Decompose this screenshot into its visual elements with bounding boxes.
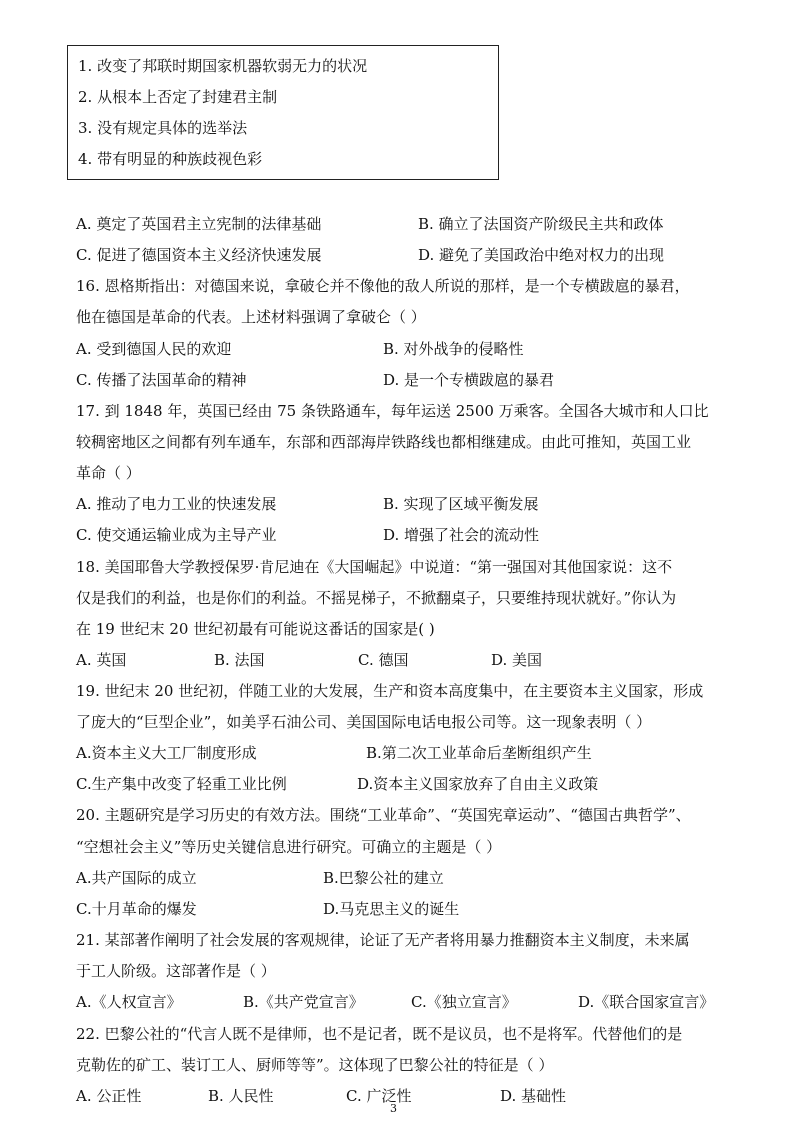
q18-stem-line-2: 仅是我们的利益，也是你们的利益。不摇晃梯子，不掀翻桌子，只要维持现状就好。”你认为	[76, 589, 677, 607]
q15-option-b: B. 确立了法国资产阶级民主共和政体	[418, 215, 664, 233]
statement-1: 1. 改变了邦联时期国家机器软弱无力的状况	[78, 57, 368, 75]
q21-option-d: D.《联合国家宣言》	[578, 993, 715, 1011]
q16-stem-line-1: 16. 恩格斯指出：对德国来说，拿破仑并不像他的敌人所说的那样，是一个专横跋扈的暴君，	[76, 277, 690, 295]
q17-option-b: B. 实现了区域平衡发展	[383, 495, 539, 513]
q17-option-a: A. 推动了电力工业的快速发展	[76, 495, 277, 513]
q20-option-d: D.马克思主义的诞生	[323, 900, 460, 918]
q19-stem-line-2: 了庞大的“巨型企业”，如美孚石油公司、美国国际电话电报公司等。这一现象表明（ ）	[76, 713, 652, 731]
page-number: 3	[390, 1102, 397, 1115]
q21-stem-line-2: 于工人阶级。这部著作是（ ）	[76, 962, 276, 980]
q19-stem-line-1: 19. 世纪末 20 世纪初，伴随工业的大发展，生产和资本高度集中，在主要资本主义国家，形成	[76, 682, 704, 700]
q17-option-d: D. 增强了社会的流动性	[383, 526, 540, 544]
q21-option-a: A.《人权宣言》	[76, 993, 182, 1011]
q22-option-c: C. 广泛性	[346, 1087, 412, 1105]
q16-option-a: A. 受到德国人民的欢迎	[76, 340, 232, 358]
q20-option-a: A.共产国际的成立	[76, 869, 197, 887]
q20-stem-line-1: 20. 主题研究是学习历史的有效方法。围绕“工业革命”、“英国宪章运动”、“德国古典哲学”、	[76, 806, 691, 824]
q21-stem-line-1: 21. 某部著作阐明了社会发展的客观规律，论证了无产者将用暴力推翻资本主义制度，未来属	[76, 931, 690, 949]
q18-stem-line-1: 18. 美国耶鲁大学教授保罗·肯尼迪在《大国崛起》中说道：“第一强国对其他国家说：这不	[76, 558, 673, 576]
q18-option-a: A. 英国	[76, 651, 127, 669]
q18-stem-line-3: 在 19 世纪末 20 世纪初最有可能说这番话的国家是( )	[76, 620, 435, 638]
q16-option-c: C. 传播了法国革命的精神	[76, 371, 247, 389]
q20-option-c: C.十月革命的爆发	[76, 900, 197, 918]
q15-option-a: A. 奠定了英国君主立宪制的法律基础	[76, 215, 322, 233]
q17-stem-line-1: 17. 到 1848 年，英国已经由 75 条铁路通车，每年运送 2500 万乘客。全国各大城市和人口比	[76, 402, 709, 420]
q15-option-d: D. 避免了美国政治中绝对权力的出现	[418, 246, 665, 264]
q22-option-d: D. 基础性	[500, 1087, 567, 1105]
q19-option-d: D.资本主义国家放弃了自由主义政策	[357, 775, 599, 793]
q22-option-a: A. 公正性	[76, 1087, 142, 1105]
q22-option-b: B. 人民性	[208, 1087, 274, 1105]
q20-option-b: B.巴黎公社的建立	[323, 869, 444, 887]
q16-stem-line-2: 他在德国是革命的代表。上述材料强调了拿破仑（ ）	[76, 308, 426, 326]
statement-4: 4. 带有明显的种族歧视色彩	[78, 150, 263, 168]
q18-option-c: C. 德国	[358, 651, 409, 669]
q19-option-a: A.资本主义大工厂制度形成	[76, 744, 257, 762]
q15-option-c: C. 促进了德国资本主义经济快速发展	[76, 246, 322, 264]
statement-3: 3. 没有规定具体的选举法	[78, 119, 248, 137]
statement-2: 2. 从根本上否定了封建君主制	[78, 88, 278, 106]
q18-option-d: D. 美国	[491, 651, 543, 669]
statement-box	[67, 45, 499, 180]
q22-stem-line-1: 22. 巴黎公社的“代言人既不是律师，也不是记者，既不是议员，也不是将军。代替他们的是	[76, 1025, 683, 1043]
q19-option-b: B.第二次工业革命后垄断组织产生	[366, 744, 592, 762]
q19-option-c: C.生产集中改变了轻重工业比例	[76, 775, 287, 793]
q20-stem-line-2: “空想社会主义”等历史关键信息进行研究。可确立的主题是（ ）	[76, 838, 502, 856]
q22-stem-line-2: 克勒佐的矿工、装订工人、厨师等等”。这体现了巴黎公社的特征是（ ）	[76, 1056, 554, 1074]
q21-option-c: C.《独立宣言》	[411, 993, 517, 1011]
q16-option-d: D. 是一个专横跋扈的暴君	[383, 371, 555, 389]
q17-option-c: C. 使交通运输业成为主导产业	[76, 526, 277, 544]
q18-option-b: B. 法国	[214, 651, 265, 669]
q16-option-b: B. 对外战争的侵略性	[383, 340, 524, 358]
q17-stem-line-3: 革命（ ）	[76, 464, 141, 482]
q21-option-b: B.《共产党宣言》	[243, 993, 364, 1011]
q17-stem-line-2: 较稠密地区之间都有列车通车，东部和西部海岸铁路线也都相继建成。由此可推知，英国工业	[76, 433, 692, 451]
